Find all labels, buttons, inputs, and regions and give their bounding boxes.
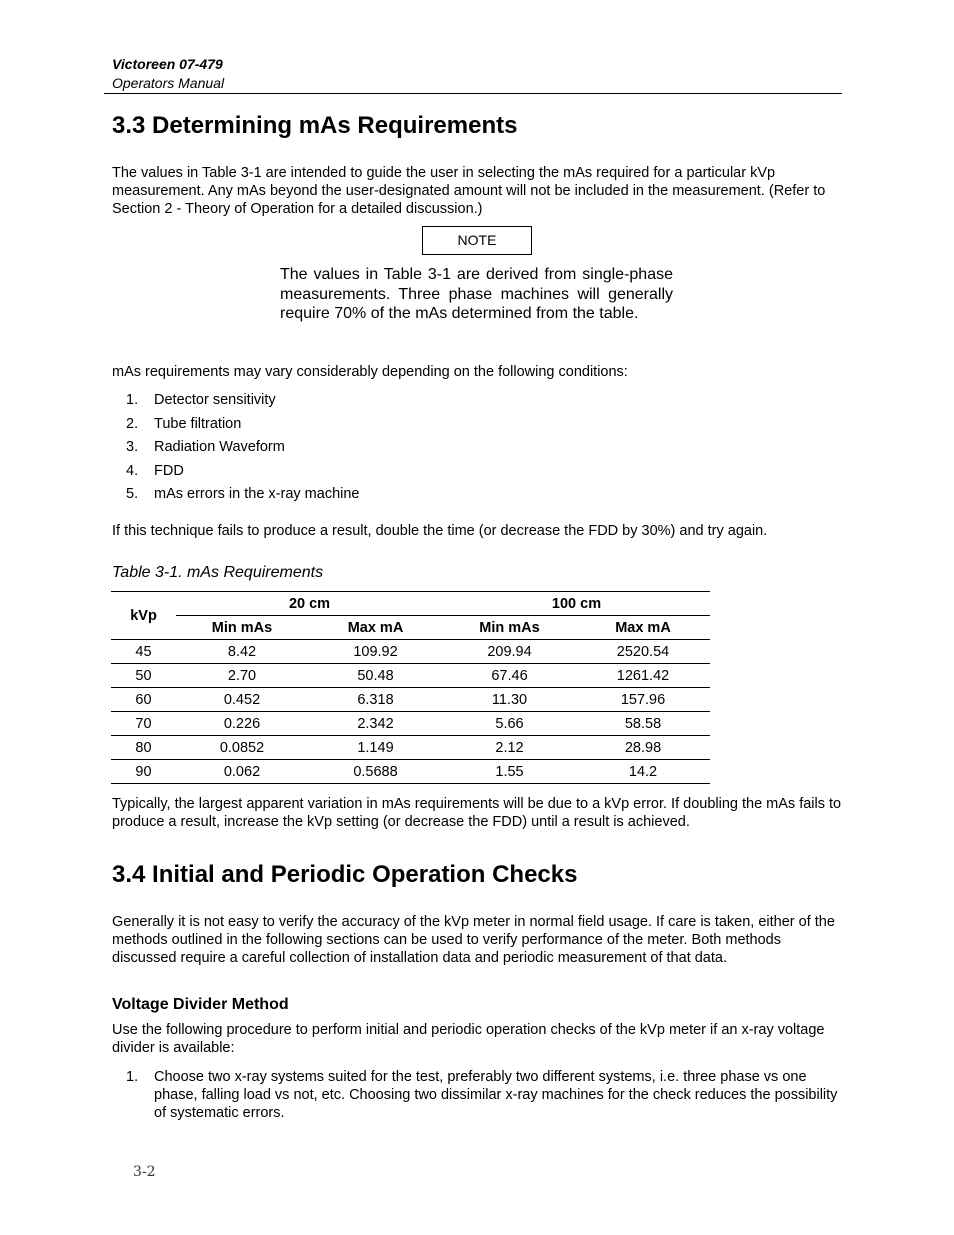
table-cell: 1261.42 [576, 664, 710, 688]
column-header-min: Min mAs [176, 616, 308, 640]
procedure-intro: Use the following procedure to perform initial and periodic operation checks of the kVp meter if an x-ray voltage divider is available: [112, 1022, 825, 1056]
table-cell: 2520.54 [576, 640, 710, 664]
group-header-20cm: 20 cm [176, 592, 443, 616]
table-cell: 0.5688 [308, 760, 443, 784]
variation-paragraph: Typically, the largest apparent variation in mAs requirements will be due to a kVp error. If doubling the mAs fails to produce a result, increase the kVp setting (or decrease the FDD) until a result is achieved. [112, 796, 842, 830]
list-text: Tube filtration [154, 415, 242, 432]
table-row [111, 664, 710, 688]
table-caption: Table 3-1. mAs Requirements [112, 564, 324, 581]
conditions-intro: mAs requirements may vary considerably depending on the following conditions: [112, 364, 628, 380]
table-cell: 45 [111, 640, 176, 664]
table-row [111, 736, 710, 760]
list-number: 1. [126, 1069, 139, 1085]
list-text: Detector sensitivity [154, 392, 276, 408]
table-cell: 157.96 [576, 688, 710, 712]
table-cell: 0.226 [176, 712, 308, 736]
list-number: 1. [126, 392, 139, 408]
retry-paragraph: If this technique fails to produce a result, double the time (or decrease the FDD by 30%) and try again. [112, 523, 768, 539]
table-cell: 0.0852 [176, 736, 308, 760]
table-cell: 2.12 [443, 736, 576, 760]
table-cell: 1.149 [308, 736, 443, 760]
group-header-100cm: 100 cm [443, 592, 710, 616]
table-cell: 14.2 [576, 760, 710, 784]
table-cell: 67.46 [443, 664, 576, 688]
intro-paragraph: The values in Table 3-1 are intended to guide the user in selecting the mAs required for a particular kVp measurement. Any mAs beyond the user-designated amount will not be included in the measurement. (Refer to Section 2 - Theory of Operation for a detailed discussion.) [112, 165, 826, 217]
column-header-max: Max mA [308, 616, 443, 640]
document-title: Victoreen 07-479 [112, 56, 223, 72]
list-number: 3. [126, 439, 139, 455]
table-cell: 11.30 [443, 688, 576, 712]
list-number: 2. [126, 415, 139, 432]
table-cell: 58.58 [576, 712, 710, 736]
table-cell: 28.98 [576, 736, 710, 760]
table-cell: 80 [111, 736, 176, 760]
document-subtitle: Operators Manual [112, 75, 225, 91]
section-heading-3-3: 3.3 Determining mAs Requirements [112, 112, 518, 139]
table-cell: 1.55 [443, 760, 576, 784]
table-cell: 209.94 [443, 640, 576, 664]
table-row [111, 712, 710, 736]
table-cell: 5.66 [443, 712, 576, 736]
section-3-4-intro: Generally it is not easy to verify the accuracy of the kVp meter in normal field usage. If care is taken, either of the methods outlined in the following sections can be used to verify performance of the meter. Both methods discussed require a careful collection of installation data and periodic measurement of that data. [112, 914, 835, 966]
list-number: 4. [126, 462, 139, 479]
list-number: 5. [126, 486, 139, 502]
table-cell: 60 [111, 688, 176, 712]
table-cell: 50 [111, 664, 176, 688]
column-header-max: Max mA [576, 616, 710, 640]
table-row [111, 760, 710, 784]
section-heading-3-4: 3.4 Initial and Periodic Operation Checks [112, 861, 578, 888]
subheading-voltage-divider: Voltage Divider Method [112, 996, 289, 1013]
table-cell: 0.062 [176, 760, 308, 784]
kvp-header: kVp [111, 592, 176, 640]
column-header-min: Min mAs [443, 616, 576, 640]
note-text: The values in Table 3-1 are derived from single-phase measurements. Three phase machines will generally require 70% of the mAs determined from the table. [280, 266, 673, 322]
note-label: NOTE [422, 226, 532, 255]
header-divider [104, 93, 842, 94]
table-row [111, 688, 710, 712]
table-cell: 8.42 [176, 640, 308, 664]
table-cell: 90 [111, 760, 176, 784]
table-cell: 2.70 [176, 664, 308, 688]
table-cell: 50.48 [308, 664, 443, 688]
table-cell: 70 [111, 712, 176, 736]
table-cell: 6.318 [308, 688, 443, 712]
list-text: Choose two x-ray systems suited for the test, preferably two different systems, i.e. three phase vs one phase, falling load vs not, etc. Choosing two dissimilar x-ray machines for the check reduces the possibility of systematic errors. [154, 1069, 838, 1121]
table-cell: 2.342 [308, 712, 443, 736]
table-cell: 109.92 [308, 640, 443, 664]
list-text: FDD [154, 462, 184, 479]
page-number: 3-2 [133, 1164, 156, 1180]
table-cell: 0.452 [176, 688, 308, 712]
list-text: Radiation Waveform [154, 439, 285, 455]
table-row [111, 640, 710, 664]
list-text: mAs errors in the x-ray machine [154, 486, 360, 502]
mas-requirements-table [111, 591, 710, 784]
